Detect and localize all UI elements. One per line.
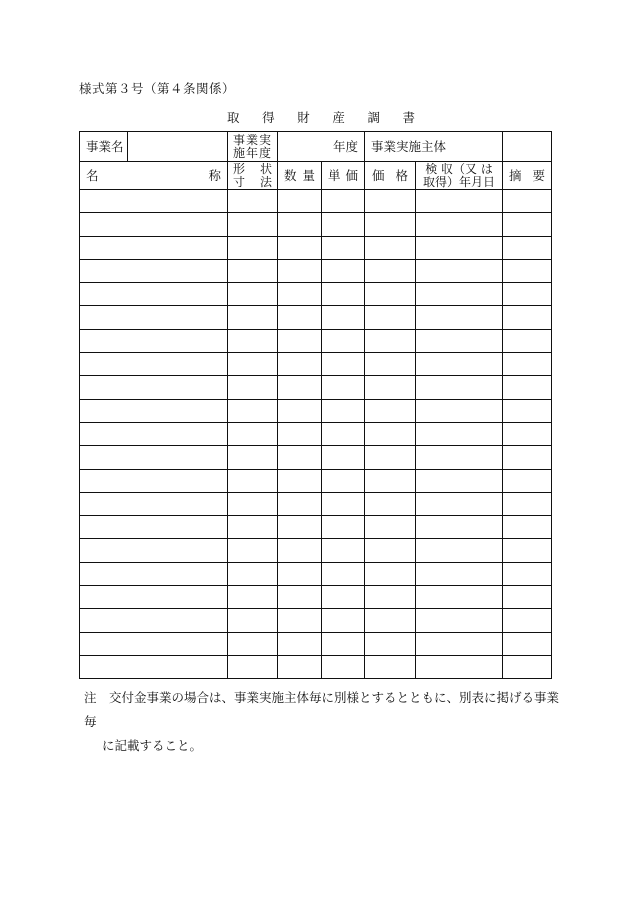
cell-inspection-date[interactable] — [416, 422, 503, 445]
cell-shape[interactable] — [228, 492, 278, 515]
col-header-name-char: 称 — [208, 167, 221, 183]
cell-price[interactable] — [365, 213, 416, 236]
table-row — [80, 609, 552, 632]
col-header-remarks-char: 摘 — [509, 167, 522, 183]
cell-remarks[interactable] — [503, 632, 552, 655]
cell-shape[interactable] — [228, 236, 278, 259]
cell-unit-price[interactable] — [322, 353, 365, 376]
cell-inspection-date[interactable] — [416, 190, 503, 213]
col-header-shape-char: 状 — [259, 162, 272, 176]
cell-name[interactable] — [80, 399, 228, 422]
cell-quantity[interactable] — [278, 632, 322, 655]
cell-remarks[interactable] — [503, 259, 552, 282]
cell-inspection-date[interactable] — [416, 655, 503, 678]
cell-remarks[interactable] — [503, 283, 552, 306]
col-header-inspection-line1: 検 収（又 は — [425, 162, 493, 176]
cell-unit-price[interactable] — [322, 213, 365, 236]
form-number-label: 様式第３号（第４条関係） — [79, 81, 236, 96]
cell-price[interactable] — [365, 259, 416, 282]
title-char: 取 — [227, 110, 240, 125]
cell-shape[interactable] — [228, 399, 278, 422]
cell-remarks[interactable] — [503, 516, 552, 539]
cell-shape[interactable] — [228, 539, 278, 562]
cell-name[interactable] — [80, 329, 228, 352]
table-row — [80, 655, 552, 678]
cell-remarks[interactable] — [503, 492, 552, 515]
cell-inspection-date[interactable] — [416, 562, 503, 585]
cell-quantity[interactable] — [278, 539, 322, 562]
table-row — [80, 492, 552, 515]
cell-unit-price[interactable] — [322, 539, 365, 562]
cell-shape[interactable] — [228, 422, 278, 445]
cell-inspection-date[interactable] — [416, 632, 503, 655]
cell-price[interactable] — [365, 306, 416, 329]
col-header-shape-char: 寸 — [233, 174, 246, 189]
cell-shape[interactable] — [228, 353, 278, 376]
col-header-quantity — [278, 162, 322, 190]
cell-unit-price[interactable] — [322, 283, 365, 306]
cell-price[interactable] — [365, 469, 416, 492]
cell-inspection-date[interactable] — [416, 376, 503, 399]
col-header-price — [365, 162, 416, 190]
cell-unit-price[interactable] — [322, 469, 365, 492]
cell-name[interactable] — [80, 353, 228, 376]
col-header-inspection-date — [416, 162, 503, 190]
cell-name[interactable] — [80, 492, 228, 515]
table-row — [80, 190, 552, 213]
cell-quantity[interactable] — [278, 259, 322, 282]
col-header-price-char: 格 — [395, 167, 409, 183]
cell-name[interactable] — [80, 190, 228, 213]
title-char: 得 — [262, 110, 275, 125]
cell-remarks[interactable] — [503, 609, 552, 632]
cell-name[interactable] — [80, 562, 228, 585]
cell-name[interactable] — [80, 376, 228, 399]
implementer-field[interactable] — [503, 132, 552, 162]
cell-price[interactable] — [365, 539, 416, 562]
cell-price[interactable] — [365, 516, 416, 539]
title-char: 調 — [367, 110, 380, 125]
cell-name[interactable] — [80, 632, 228, 655]
cell-name[interactable] — [80, 469, 228, 492]
cell-unit-price[interactable] — [322, 190, 365, 213]
table-row — [80, 539, 552, 562]
cell-price[interactable] — [365, 283, 416, 306]
cell-unit-price[interactable] — [322, 492, 365, 515]
cell-quantity[interactable] — [278, 516, 322, 539]
cell-remarks[interactable] — [503, 469, 552, 492]
footnote — [84, 686, 559, 758]
cell-inspection-date[interactable] — [416, 609, 503, 632]
implementer-label: 事業実施主体 — [365, 132, 503, 162]
cell-price[interactable] — [365, 446, 416, 469]
cell-unit-price[interactable] — [322, 655, 365, 678]
fiscal-year-label-line2: 施年度 — [232, 145, 272, 160]
cell-unit-price[interactable] — [322, 376, 365, 399]
cell-unit-price[interactable] — [322, 516, 365, 539]
cell-remarks[interactable] — [503, 586, 552, 609]
cell-quantity[interactable] — [278, 283, 322, 306]
project-name-field[interactable] — [128, 132, 228, 162]
cell-price[interactable] — [365, 655, 416, 678]
cell-shape[interactable] — [228, 190, 278, 213]
title-char: 書 — [402, 110, 416, 125]
header-row-columns — [80, 162, 552, 190]
cell-unit-price[interactable] — [322, 446, 365, 469]
cell-price[interactable] — [365, 329, 416, 352]
col-header-remarks — [503, 162, 552, 190]
cell-price[interactable] — [365, 492, 416, 515]
cell-inspection-date[interactable] — [416, 259, 503, 282]
cell-inspection-date[interactable] — [416, 586, 503, 609]
cell-name[interactable] — [80, 422, 228, 445]
table-row — [80, 353, 552, 376]
cell-remarks[interactable] — [503, 399, 552, 422]
cell-unit-price[interactable] — [322, 236, 365, 259]
footnote-line2: に記載すること。 — [102, 738, 203, 753]
cell-quantity[interactable] — [278, 492, 322, 515]
cell-unit-price[interactable] — [322, 329, 365, 352]
col-header-name-char: 名 — [86, 167, 99, 183]
cell-inspection-date[interactable] — [416, 283, 503, 306]
cell-name[interactable] — [80, 306, 228, 329]
cell-remarks[interactable] — [503, 655, 552, 678]
table-row — [80, 632, 552, 655]
cell-unit-price[interactable] — [322, 562, 365, 585]
cell-price[interactable] — [365, 422, 416, 445]
cell-shape[interactable] — [228, 446, 278, 469]
table-row — [80, 283, 552, 306]
cell-price[interactable] — [365, 236, 416, 259]
cell-remarks[interactable] — [503, 376, 552, 399]
cell-inspection-date[interactable] — [416, 236, 503, 259]
title-char: 産 — [332, 110, 345, 125]
table-row — [80, 516, 552, 539]
cell-name[interactable] — [80, 213, 228, 236]
cell-unit-price[interactable] — [322, 422, 365, 445]
cell-remarks[interactable] — [503, 353, 552, 376]
cell-inspection-date[interactable] — [416, 306, 503, 329]
cell-quantity[interactable] — [278, 422, 322, 445]
cell-quantity[interactable] — [278, 306, 322, 329]
cell-unit-price[interactable] — [322, 306, 365, 329]
cell-shape[interactable] — [228, 516, 278, 539]
table-row — [80, 329, 552, 352]
cell-remarks[interactable] — [503, 329, 552, 352]
col-header-name — [80, 162, 228, 190]
col-header-unit-price-char: 単 — [328, 167, 341, 183]
table-row — [80, 422, 552, 445]
cell-unit-price[interactable] — [322, 259, 365, 282]
cell-name[interactable] — [80, 539, 228, 562]
table-row — [80, 306, 552, 329]
col-header-unit-price — [322, 162, 365, 190]
cell-shape[interactable] — [228, 283, 278, 306]
cell-quantity[interactable] — [278, 586, 322, 609]
cell-inspection-date[interactable] — [416, 353, 503, 376]
cell-price[interactable] — [365, 632, 416, 655]
cell-shape[interactable] — [228, 632, 278, 655]
cell-price[interactable] — [365, 376, 416, 399]
cell-inspection-date[interactable] — [416, 329, 503, 352]
cell-shape[interactable] — [228, 562, 278, 585]
cell-remarks[interactable] — [503, 236, 552, 259]
cell-shape[interactable] — [228, 609, 278, 632]
cell-price[interactable] — [365, 190, 416, 213]
col-header-shape-char: 法 — [259, 174, 272, 189]
cell-inspection-date[interactable] — [416, 399, 503, 422]
table-row — [80, 259, 552, 282]
cell-shape[interactable] — [228, 259, 278, 282]
col-header-unit-price-char: 価 — [345, 167, 359, 183]
document-title — [227, 108, 415, 126]
table-row — [80, 586, 552, 609]
cell-name[interactable] — [80, 609, 228, 632]
footnote-line1: 注 交付金事業の場合は、事業実施主体毎に別様とするとともに、別表に掲げる事業毎 — [84, 690, 560, 729]
cell-quantity[interactable] — [278, 446, 322, 469]
header-row-project — [80, 132, 552, 162]
cell-quantity[interactable] — [278, 213, 322, 236]
cell-remarks[interactable] — [503, 446, 552, 469]
cell-remarks[interactable] — [503, 539, 552, 562]
cell-shape[interactable] — [228, 469, 278, 492]
table-row — [80, 399, 552, 422]
cell-remarks[interactable] — [503, 213, 552, 236]
cell-shape[interactable] — [228, 586, 278, 609]
cell-price[interactable] — [365, 562, 416, 585]
cell-inspection-date[interactable] — [416, 539, 503, 562]
cell-quantity[interactable] — [278, 469, 322, 492]
col-header-quantity-char: 数 — [284, 167, 297, 183]
cell-quantity[interactable] — [278, 190, 322, 213]
table-row — [80, 213, 552, 236]
cell-shape[interactable] — [228, 213, 278, 236]
cell-name[interactable] — [80, 259, 228, 282]
table-row — [80, 236, 552, 259]
table-row — [80, 376, 552, 399]
cell-inspection-date[interactable] — [416, 213, 503, 236]
fiscal-year-field[interactable] — [278, 132, 365, 162]
cell-remarks[interactable] — [503, 562, 552, 585]
title-char: 財 — [297, 110, 310, 125]
cell-shape[interactable] — [228, 655, 278, 678]
fiscal-year-suffix: 年度 — [333, 138, 359, 154]
cell-name[interactable] — [80, 516, 228, 539]
cell-quantity[interactable] — [278, 329, 322, 352]
cell-quantity[interactable] — [278, 655, 322, 678]
col-header-remarks-char: 要 — [532, 167, 546, 183]
cell-inspection-date[interactable] — [416, 446, 503, 469]
cell-price[interactable] — [365, 353, 416, 376]
cell-inspection-date[interactable] — [416, 469, 503, 492]
acquired-property-table — [79, 131, 552, 679]
cell-name[interactable] — [80, 586, 228, 609]
cell-price[interactable] — [365, 586, 416, 609]
cell-quantity[interactable] — [278, 609, 322, 632]
col-header-price-char: 価 — [372, 167, 385, 183]
cell-price[interactable] — [365, 609, 416, 632]
cell-name[interactable] — [80, 236, 228, 259]
cell-name[interactable] — [80, 655, 228, 678]
cell-name[interactable] — [80, 283, 228, 306]
table-row — [80, 469, 552, 492]
table-row — [80, 446, 552, 469]
cell-unit-price[interactable] — [322, 632, 365, 655]
cell-remarks[interactable] — [503, 190, 552, 213]
table-row — [80, 562, 552, 585]
project-name-label: 事業名 — [80, 132, 128, 162]
fiscal-year-label — [228, 132, 278, 162]
cell-name[interactable] — [80, 446, 228, 469]
cell-price[interactable] — [365, 399, 416, 422]
cell-quantity[interactable] — [278, 376, 322, 399]
cell-quantity[interactable] — [278, 399, 322, 422]
cell-quantity[interactable] — [278, 236, 322, 259]
cell-remarks[interactable] — [503, 422, 552, 445]
col-header-shape-char: 形 — [233, 162, 246, 176]
cell-quantity[interactable] — [278, 353, 322, 376]
cell-inspection-date[interactable] — [416, 516, 503, 539]
cell-quantity[interactable] — [278, 562, 322, 585]
cell-unit-price[interactable] — [322, 586, 365, 609]
col-header-quantity-char: 量 — [302, 167, 315, 183]
col-header-shape — [228, 162, 278, 190]
cell-shape[interactable] — [228, 306, 278, 329]
col-header-inspection-line2: 取得）年月日 — [423, 174, 496, 189]
cell-inspection-date[interactable] — [416, 492, 503, 515]
cell-shape[interactable] — [228, 376, 278, 399]
cell-shape[interactable] — [228, 329, 278, 352]
cell-unit-price[interactable] — [322, 609, 365, 632]
fiscal-year-label-line1: 事業実 — [232, 132, 272, 147]
cell-remarks[interactable] — [503, 306, 552, 329]
cell-unit-price[interactable] — [322, 399, 365, 422]
